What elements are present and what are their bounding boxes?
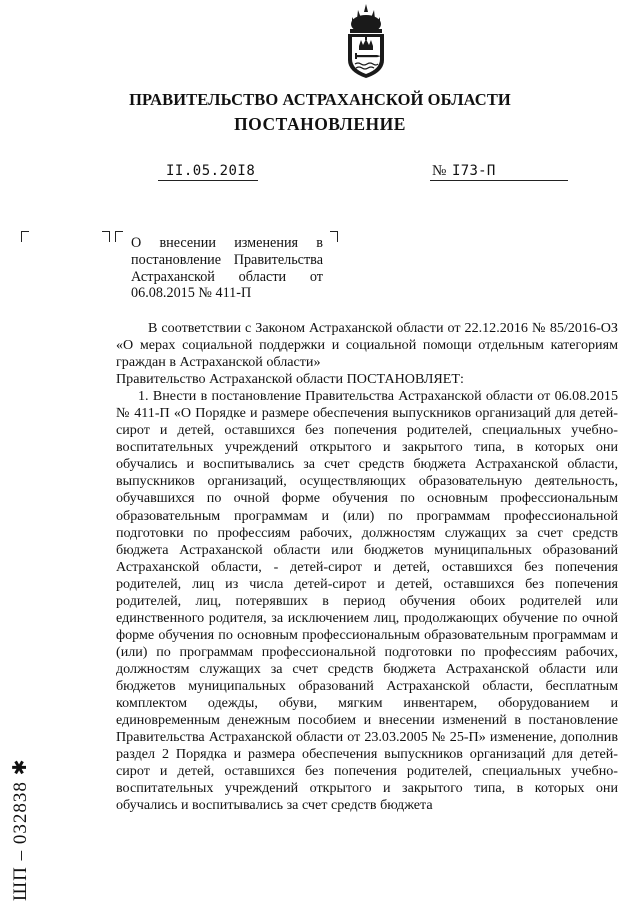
side-serial-number xyxy=(4,745,34,905)
subject-corner-left xyxy=(115,231,123,242)
date-field xyxy=(158,163,258,183)
document-body xyxy=(116,320,618,814)
number-underline xyxy=(430,180,568,181)
government-name: ПРАВИТЕЛЬСТВО АСТРАХАНСКОЙ ОБЛАСТИ xyxy=(129,90,511,109)
resolution-statement: Правительство Астраханской области ПОСТАНОВЛЯЕТ: xyxy=(116,371,464,388)
corner-mark-left xyxy=(21,231,29,242)
document-date: II.05.20I8 xyxy=(166,163,256,179)
subject-corner-right xyxy=(330,231,338,242)
number-sign: № xyxy=(432,163,447,179)
corner-mark-right xyxy=(102,231,110,242)
side-serial-text: ШП – 032838 ✱ xyxy=(10,758,31,901)
document-type-title: ПОСТАНОВЛЕНИЕ xyxy=(234,114,406,134)
preamble-paragraph: В соответствии с Законом Астраханской области от 22.12.2016 № 85/2016-ОЗ «О мерах социальной поддержки и социальной помощи отдельным категориям граждан в Астраханской области» xyxy=(116,320,618,371)
date-underline xyxy=(158,180,258,181)
coat-of-arms-icon xyxy=(343,2,389,80)
document-number: I73-П xyxy=(452,163,496,179)
number-field xyxy=(430,163,570,183)
item-1-paragraph: 1. Внести в постановление Правительства Астраханской области от 06.08.2015 № 411-П «О Порядке и размере обеспечения выпускников организаций для детей-сирот и детей, оставшихся без попечения родителей, специальных учебно-воспитательных учреждений открытого и закрытого типа, в которых они обучались и воспитывались за счет средств бюджета Астраханской области, выпускников организаций, осуществляющих образовательную деятельность, обучавшихся по очной форме обучения по основным профессиональным образовательным программам и (или) по программам профессиональной подготовки по профессиям рабочих, должностям служащих за счет средств бюджета Астраханской области или бюджетов муниципальных образований Астраханской области, - детей-сирот и детей, оставшихся без попечения родителей, лиц из числа детей-сирот и детей, оставшихся без попечения родителей, лиц, потерявших в период обучения обоих родителей или единственного родителя, за исключением лиц, продолжающих обучение по очной форме обучения по основным профессиональным образовательным программам и (или) по программам профессиональной подготовки по профессиям рабочих, должностям служащих за счет средств бюджета Астраханской области или бюджетов муниципальных образований Астраханской области, бесплатным комплектом одежды, обуви, мягким инвентарем, оборудованием и единовременным денежным пособием и внесении изменений в постановление Правительства Астраханской области от 23.03.2005 № 25-П» изменение, дополнив раздел 2 Порядка и размера обеспечения выпускников организаций для детей-сирот и детей, оставшихся без попечения родителей, специальных учебно-воспитательных учреждений открытого и закрытого типа, в которых они обучались и воспитывались за счет средств бюджета xyxy=(116,388,618,814)
document-subject: О внесении изменения в постановление Правительства Астраханской области от 06.08.2015 № 411-П xyxy=(131,235,323,302)
